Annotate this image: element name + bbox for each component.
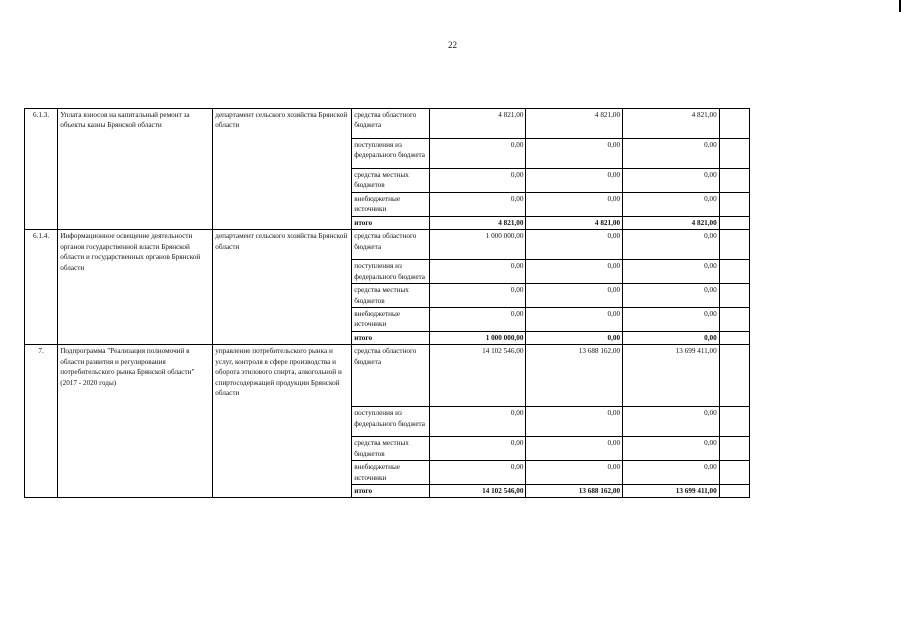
funding-source: средства областного бюджета bbox=[352, 345, 430, 407]
scan-edge-mark bbox=[899, 0, 901, 12]
value-2018: 4 821,00 bbox=[429, 109, 526, 139]
value-2019: 0,00 bbox=[526, 284, 623, 308]
empty-cell bbox=[719, 345, 749, 407]
value-2020: 0,00 bbox=[623, 260, 720, 284]
value-2020: 13 699 411,00 bbox=[623, 485, 720, 498]
value-2020: 0,00 bbox=[623, 284, 720, 308]
value-2020: 0,00 bbox=[623, 139, 720, 169]
value-2018: 0,00 bbox=[429, 284, 526, 308]
empty-cell bbox=[719, 461, 749, 485]
table-row bbox=[25, 345, 750, 407]
value-2020: 0,00 bbox=[623, 192, 720, 216]
value-2020: 0,00 bbox=[623, 307, 720, 331]
empty-cell bbox=[719, 407, 749, 437]
funding-source: внебюджетные источники bbox=[352, 192, 430, 216]
empty-cell bbox=[719, 485, 749, 498]
page-number: 22 bbox=[448, 40, 457, 50]
value-2020: 13 699 411,00 bbox=[623, 345, 720, 407]
funding-source: внебюджетные источники bbox=[352, 461, 430, 485]
funding-source: средства местных бюджетов bbox=[352, 169, 430, 193]
value-2019: 0,00 bbox=[526, 139, 623, 169]
value-2020: 0,00 bbox=[623, 331, 720, 344]
value-2019: 0,00 bbox=[526, 192, 623, 216]
funding-source-total: итого bbox=[352, 485, 430, 498]
value-2019: 0,00 bbox=[526, 437, 623, 461]
value-2020: 0,00 bbox=[623, 230, 720, 260]
executor: департамент сельского хозяйства Брянской области bbox=[213, 230, 352, 345]
funding-source-total: итого bbox=[352, 331, 430, 344]
value-2020: 4 821,00 bbox=[623, 109, 720, 139]
value-2019: 0,00 bbox=[526, 307, 623, 331]
measure-name: Подпрограмма "Реализация полномочий в области развития и регулирования потребительского рынка Брянской области" (2017 - 2020 годы) bbox=[58, 345, 213, 498]
value-2018: 1 000 000,00 bbox=[429, 331, 526, 344]
value-2019: 0,00 bbox=[526, 260, 623, 284]
empty-cell bbox=[719, 284, 749, 308]
value-2018: 0,00 bbox=[429, 437, 526, 461]
table-row bbox=[25, 230, 750, 260]
funding-source-total: итого bbox=[352, 216, 430, 229]
value-2018: 0,00 bbox=[429, 192, 526, 216]
funding-source: внебюджетные источники bbox=[352, 307, 430, 331]
empty-cell bbox=[719, 139, 749, 169]
empty-cell bbox=[719, 437, 749, 461]
value-2019: 0,00 bbox=[526, 407, 623, 437]
empty-cell bbox=[719, 169, 749, 193]
funding-source: средства местных бюджетов bbox=[352, 284, 430, 308]
value-2019: 0,00 bbox=[526, 230, 623, 260]
value-2020: 0,00 bbox=[623, 461, 720, 485]
empty-cell bbox=[719, 216, 749, 229]
funding-source: поступления из федерального бюджета bbox=[352, 260, 430, 284]
empty-cell bbox=[719, 192, 749, 216]
value-2018: 0,00 bbox=[429, 461, 526, 485]
empty-cell bbox=[719, 331, 749, 344]
funding-source: поступления из федерального бюджета bbox=[352, 139, 430, 169]
value-2018: 4 821,00 bbox=[429, 216, 526, 229]
value-2018: 0,00 bbox=[429, 169, 526, 193]
value-2018: 0,00 bbox=[429, 407, 526, 437]
value-2020: 0,00 bbox=[623, 437, 720, 461]
row-number: 6.1.4. bbox=[25, 230, 58, 345]
funding-source: средства областного бюджета bbox=[352, 230, 430, 260]
value-2019: 0,00 bbox=[526, 461, 623, 485]
funding-source: поступления из федерального бюджета bbox=[352, 407, 430, 437]
executor: управление потребительского рынка и услуг, контроля в сфере производства и оборота этилового спирта, алкогольной и спиртосодержащей продукции Брянской области bbox=[213, 345, 352, 498]
value-2019: 13 688 162,00 bbox=[526, 345, 623, 407]
value-2018: 1 000 000,00 bbox=[429, 230, 526, 260]
value-2018: 0,00 bbox=[429, 139, 526, 169]
executor: департамент сельского хозяйства Брянской области bbox=[213, 109, 352, 230]
value-2019: 4 821,00 bbox=[526, 109, 623, 139]
funding-source: средства местных бюджетов bbox=[352, 437, 430, 461]
value-2020: 4 821,00 bbox=[623, 216, 720, 229]
measure-name: Информационное освещение деятельности органов государственной власти Брянской области и государственных органов Брянской области bbox=[58, 230, 213, 345]
empty-cell bbox=[719, 260, 749, 284]
value-2018: 14 102 546,00 bbox=[429, 485, 526, 498]
empty-cell bbox=[719, 307, 749, 331]
value-2019: 4 821,00 bbox=[526, 216, 623, 229]
value-2018: 0,00 bbox=[429, 307, 526, 331]
row-number: 6.1.3. bbox=[25, 109, 58, 230]
value-2018: 0,00 bbox=[429, 260, 526, 284]
value-2020: 0,00 bbox=[623, 407, 720, 437]
funding-source: средства областного бюджета bbox=[352, 109, 430, 139]
row-number: 7. bbox=[25, 345, 58, 498]
value-2019: 13 688 162,00 bbox=[526, 485, 623, 498]
value-2018: 14 102 546,00 bbox=[429, 345, 526, 407]
value-2019: 0,00 bbox=[526, 331, 623, 344]
value-2020: 0,00 bbox=[623, 169, 720, 193]
value-2019: 0,00 bbox=[526, 169, 623, 193]
table-row bbox=[25, 109, 750, 139]
empty-cell bbox=[719, 109, 749, 139]
budget-table bbox=[24, 108, 750, 498]
empty-cell bbox=[719, 230, 749, 260]
measure-name: Уплата взносов на капитальный ремонт за объекты казны Брянской области bbox=[58, 109, 213, 230]
